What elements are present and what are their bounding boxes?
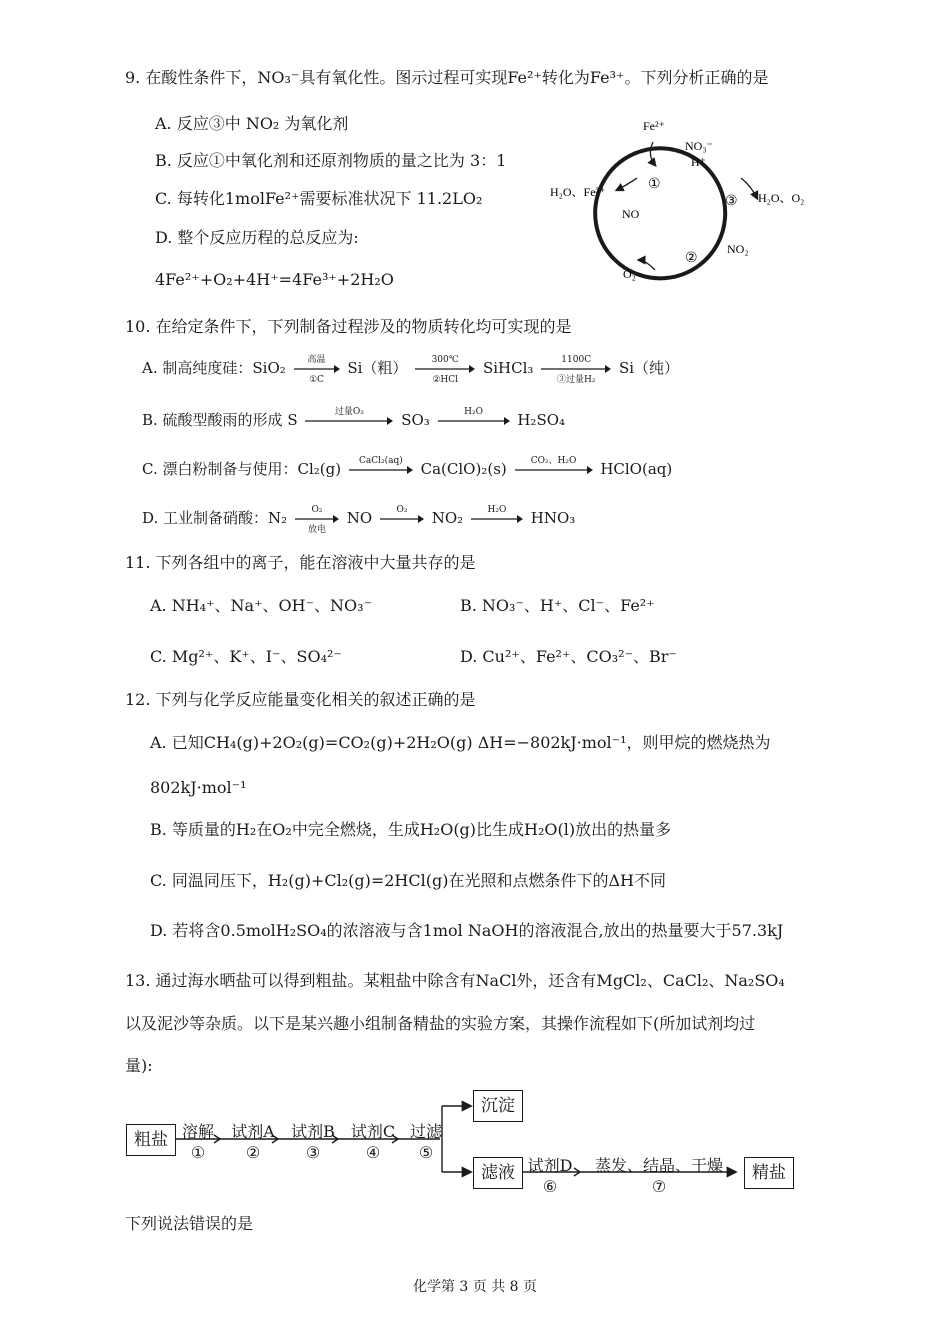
q10d-label: D. 工业制备硝酸： (142, 509, 269, 527)
q10d-no2: NO₂ (431, 509, 464, 527)
q10b-label: B. 硫酸型酸雨的形成 (142, 411, 283, 429)
q11-option-a: A. NH₄⁺、Na⁺、OH⁻、NO₃⁻ (150, 596, 373, 615)
flow-step2-label: 试剂A (231, 1122, 275, 1141)
q12-stem: 12. 下列与化学反应能量变化相关的叙述正确的是 (125, 690, 476, 709)
q10d-n2: N₂ (268, 509, 288, 527)
q13-stem-line2: 以及泥沙等杂质。以下是某兴趣小组制备精盐的实验方案，其操作流程如下(所加试剂均过 (125, 1014, 756, 1033)
flow-step7-num: ⑦ (651, 1177, 667, 1196)
q9-option-d: D. 整个反应历程的总反应为: (155, 228, 359, 247)
q10b-arrow2: H₂O (438, 415, 510, 427)
q10c-hclo: HClO(aq) (600, 460, 673, 478)
q12-option-d: D. 若将含0.5molH₂SO₄的浓溶液与含1mol NaOH的溶液混合,放出的热量要大于57.3kJ (150, 921, 784, 940)
cycle-step2: ② (685, 250, 698, 266)
q10b-arrow1: 过量O₂ (305, 415, 393, 427)
q10c-arrow2: CO₂、H₂O (515, 464, 593, 476)
flow-step1-label: 溶解 (181, 1122, 214, 1141)
flow-step1-num: ① (190, 1143, 206, 1162)
q10a-arrow2: 300℃ ②HCl (415, 363, 475, 375)
flow-step5-label: 过滤 (409, 1122, 442, 1141)
q10c-cl2: Cl₂(g) (297, 460, 342, 478)
q10a-arrow1: 高温 ①C (294, 363, 340, 375)
q10d-arrow1: O₂ 放电 (295, 513, 339, 525)
flow-step2-num: ② (245, 1143, 261, 1162)
q11-option-b: B. NO₃⁻、H⁺、Cl⁻、Fe²⁺ (460, 596, 655, 615)
flow-step4-label: 试剂C (350, 1122, 396, 1141)
q10b-so3: SO₃ (401, 411, 430, 429)
q10a-si-pure: Si（纯） (618, 359, 680, 377)
cycle-no3-label: NO₃⁻ (685, 139, 713, 153)
cycle-hplus-label: H⁺ (691, 155, 706, 169)
q9-option-d-equation: 4Fe²⁺+O₂+4H⁺=4Fe³⁺+2H₂O (155, 270, 394, 289)
cycle-no-label: NO (622, 207, 640, 221)
q10d-no: NO (346, 509, 373, 527)
page-footer: 化学第 3 页 共 8 页 (412, 1279, 538, 1295)
q13-ask: 下列说法错误的是 (125, 1214, 254, 1233)
q12-option-b: B. 等质量的H₂在O₂中完全燃烧，生成H₂O(g)比生成H₂O(l)放出的热量多 (150, 820, 672, 839)
cycle-step3: ③ (725, 193, 738, 209)
q9-stem: 9. 在酸性条件下，NO₃⁻具有氧化性。图示过程可实现Fe²⁺转化为Fe³⁺。下列分析正确的是 (125, 68, 769, 87)
flow-step3-label: 试剂B (291, 1122, 335, 1141)
flow-step6-num: ⑥ (542, 1177, 558, 1196)
q10-stem: 10. 在给定条件下，下列制备过程涉及的物质转化均可实现的是 (125, 317, 572, 336)
cycle-out1-label: H₂O、Fe³⁺ (550, 185, 606, 199)
flow-step5-num: ⑤ (418, 1143, 434, 1162)
q11-option-d: D. Cu²⁺、Fe²⁺、CO₃²⁻、Br⁻ (460, 647, 677, 666)
q10b-h2so4: H₂SO₄ (517, 411, 566, 429)
q10d-hno3: HNO₃ (530, 509, 576, 527)
flow-step3-num: ③ (305, 1143, 321, 1162)
q10a-sihcl3: SiHCl₃ (482, 359, 534, 377)
q10d-arrow2: O₂ (380, 513, 424, 525)
q10a-si-crude: Si（粗） (347, 359, 408, 377)
flow-step6-label: 试剂D (527, 1156, 573, 1175)
q10d-arrow3: H₂O (471, 513, 523, 525)
q12-option-a-line1: A. 已知CH₄(g)+2O₂(g)=CO₂(g)+2H₂O(g) ΔH=−802kJ·mol⁻¹，则甲烷的燃烧热为 (150, 733, 771, 752)
q9-option-a: A. 反应③中 NO₂ 为氧化剂 (155, 114, 349, 133)
flow-start-box: 粗盐 (126, 1124, 176, 1156)
q13-stem-line3: 量): (125, 1056, 153, 1075)
flow-step7-label: 蒸发、结晶、干燥 (594, 1156, 723, 1175)
flow-filtrate-box: 滤液 (473, 1157, 523, 1189)
cycle-o2-label: O₂ (623, 267, 636, 281)
q10b-s: S (287, 411, 298, 429)
flow-precipitate-box: 沉淀 (473, 1090, 523, 1122)
q10c-label: C. 漂白粉制备与使用： (142, 460, 298, 478)
cycle-step1: ① (648, 176, 661, 192)
q11-option-c: C. Mg²⁺、K⁺、I⁻、SO₄²⁻ (150, 647, 342, 666)
q11-stem: 11. 下列各组中的离子，能在溶液中大量共存的是 (125, 553, 476, 572)
q13-stem-line1: 13. 通过海水晒盐可以得到粗盐。某粗盐中除含有NaCl外，还含有MgCl₂、CaCl₂、Na₂SO₄ (125, 971, 785, 990)
q10a-label: A. 制高纯度硅： (142, 359, 253, 377)
q12-option-c: C. 同温同压下，H₂(g)+Cl₂(g)=2HCl(g)在光照和点燃条件下的ΔH不同 (150, 871, 666, 890)
q9-option-b: B. 反应①中氧化剂和还原剂物质的量之比为 3：1 (155, 151, 507, 170)
q12-option-a-line2: 802kJ·mol⁻¹ (150, 778, 247, 797)
q10c-caclo2: Ca(ClO)₂(s) (420, 460, 507, 478)
q9-option-c: C. 每转化1molFe²⁺需要标准状况下 11.2LO₂ (155, 189, 483, 208)
cycle-out3-label: H₂O、O₂ (758, 191, 805, 205)
q10a-arrow3: 1100C ③过量H₂ (541, 363, 611, 375)
q10a-sio2: SiO₂ (252, 359, 286, 377)
cycle-no2-label: NO₂ (727, 242, 749, 256)
flow-end-box: 精盐 (744, 1157, 794, 1189)
flow-step4-num: ④ (365, 1143, 381, 1162)
cycle-fe2-label: Fe²⁺ (643, 119, 665, 133)
q10c-arrow1: CaCl₂(aq) (349, 464, 413, 476)
